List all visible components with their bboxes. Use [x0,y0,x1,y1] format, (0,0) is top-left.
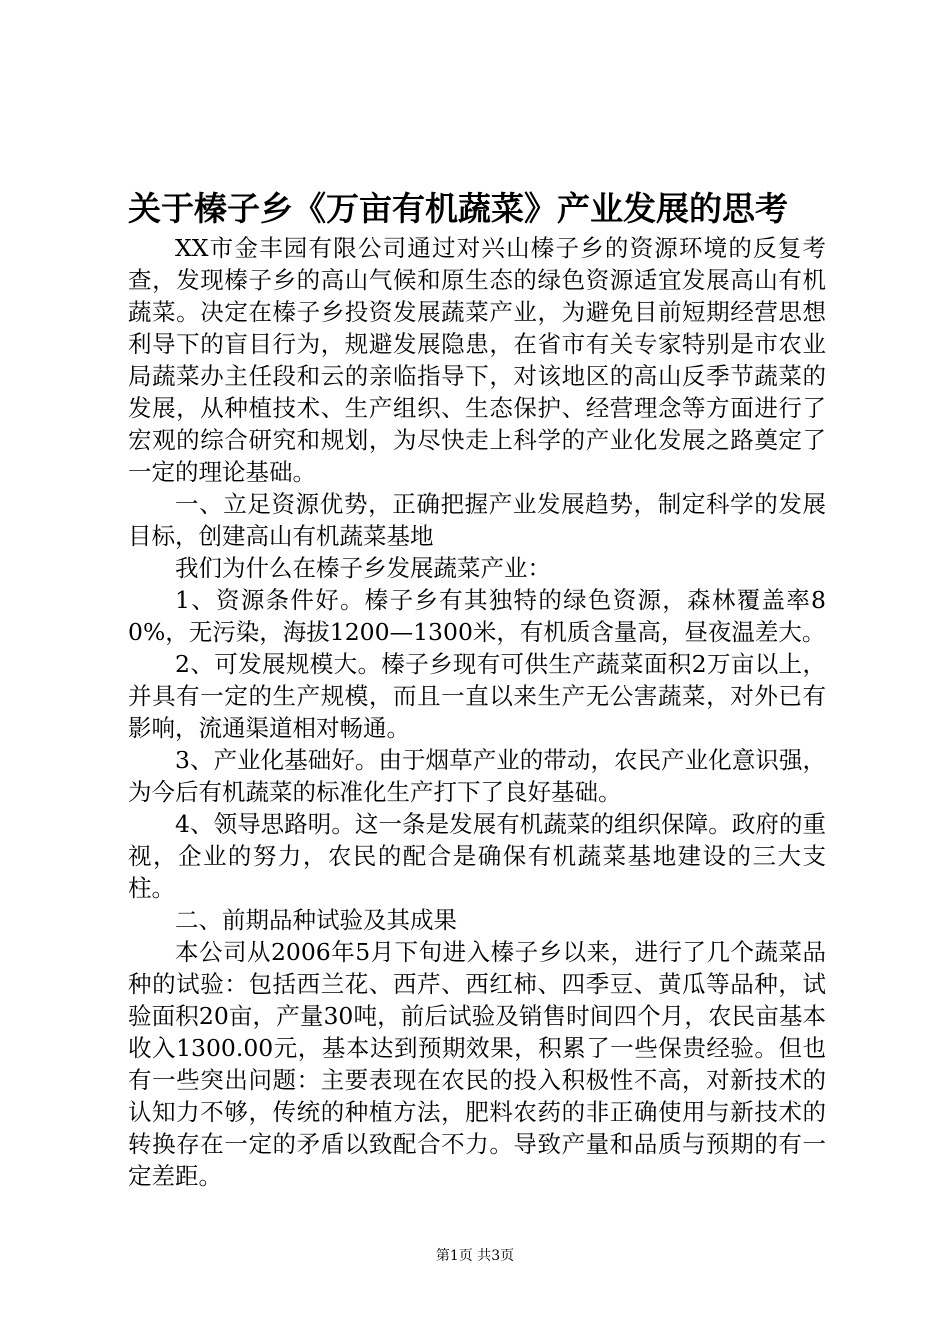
paragraph-intro: XX市金丰园有限公司通过对兴山榛子乡的资源环境的反复考查，发现榛子乡的高山气候和原生态的绿色资源适宜发展高山有机蔬菜。决定在榛子乡投资发展蔬菜产业，为避免目前短期经营思想利导下的盲目行为，规避发展隐患，在省市有关专家特别是市农业局蔬菜办主任段和云的亲临指导下，对该地区的高山反季节蔬菜的发展，从种植技术、生产组织、生态保护、经营理念等方面进行了宏观的综合研究和规划，为尽快走上科学的产业化发展之路奠定了一定的理论基础。 [128,234,826,486]
list-item-1: 1、资源条件好。榛子乡有其独特的绿色资源，森林覆盖率80%，无污染，海拔1200—1300米，有机质含量高，昼夜温差大。 [128,586,826,646]
section-heading-2: 二、前期品种试验及其成果 [175,906,457,934]
list-item-3: 3、产业化基础好。由于烟草产业的带动，农民产业化意识强，为今后有机蔬菜的标准化生产打下了良好基础。 [128,746,826,806]
list-item-2: 2、可发展规模大。榛子乡现有可供生产蔬菜面积2万亩以上，并具有一定的生产规模，而且一直以来生产无公害蔬菜，对外已有影响，流通渠道相对畅通。 [128,650,826,742]
paragraph-trial-results: 本公司从2006年5月下旬进入榛子乡以来，进行了几个蔬菜品种的试验：包括西兰花、西芹、西红柿、四季豆、黄瓜等品种，试验面积20亩，产量30吨，前后试验及销售时间四个月，农民亩基本收入1300.00元，基本达到预期效果，积累了一些保贵经验。但也有一些突出问题：主要表现在农民的投入积极性不高，对新技术的认知力不够，传统的种植方法，肥料农药的非正确使用与新技术的转换存在一定的矛盾以致配合不力。导致产量和品质与预期的有一定差距。 [128,938,826,1190]
paragraph-question: 我们为什么在榛子乡发展蔬菜产业： [175,554,551,582]
section-heading-1: 一、立足资源优势，正确把握产业发展趋势，制定科学的发展目标，创建高山有机蔬菜基地 [128,490,826,550]
document-body [128,232,826,1192]
list-item-4: 4、领导思路明。这一条是发展有机蔬菜的组织保障。政府的重视，企业的努力，农民的配合是确保有机蔬菜基地建设的三大支柱。 [128,810,826,902]
page-footer: 第1页 共3页 [435,1248,515,1264]
document-title: 关于榛子乡《万亩有机蔬菜》产业发展的思考 [128,189,788,228]
